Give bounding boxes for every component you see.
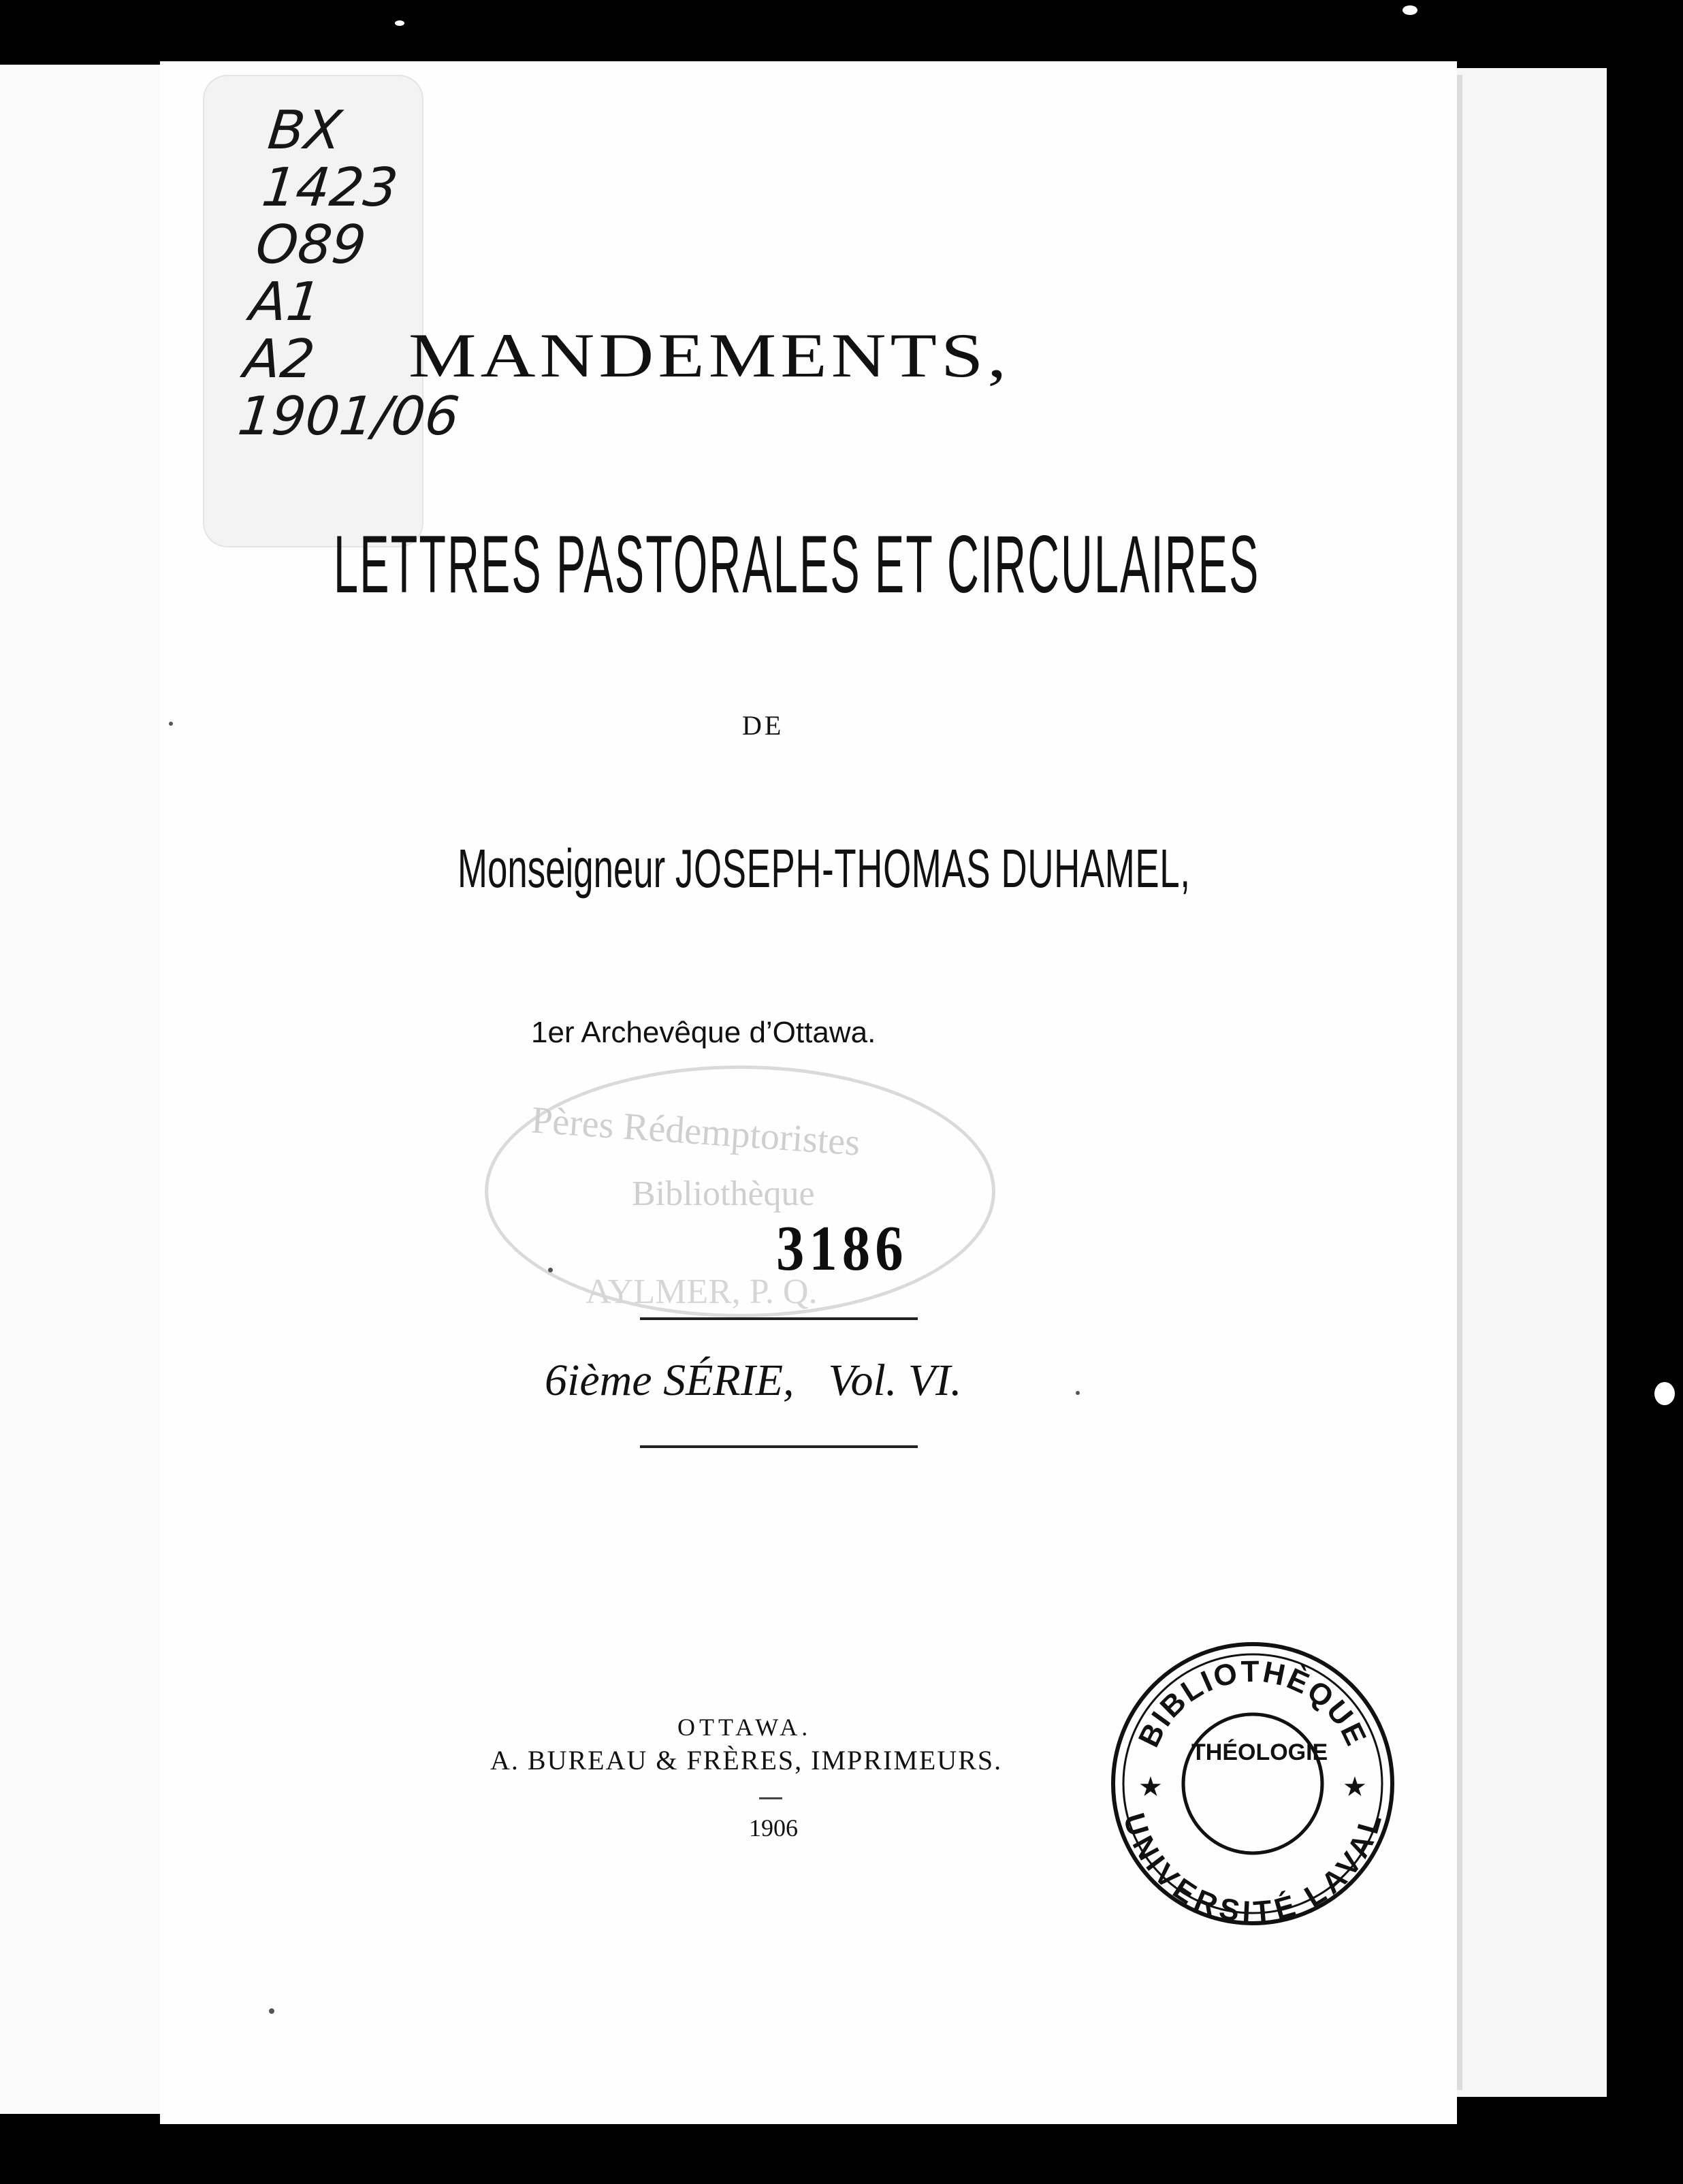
stamp-top-arc-text: BIBLIOTHÈQUE (1132, 1654, 1374, 1752)
previous-page-strip (0, 65, 161, 2114)
imprint-printer: A. BUREAU & FRÈRES, IMPRIMEURS. (490, 1745, 1003, 1776)
star-icon: ★ (1138, 1771, 1163, 1803)
stamp-center-text: THÉOLOGIE (1191, 1739, 1328, 1765)
call-number-line: A1 (246, 272, 324, 333)
author-line (458, 837, 1191, 900)
library-stamp-seal (1103, 1634, 1402, 1933)
imprint-city: OTTAWA. (677, 1714, 812, 1741)
preposition-de: DE (742, 710, 784, 741)
divider-rule (640, 1445, 918, 1448)
scan-speck (269, 2008, 274, 2014)
call-number-line: BX (265, 100, 344, 161)
accession-number: 3186 (776, 1213, 908, 1284)
faint-stamp-top-text: Pères Rédemptoristes (530, 1099, 862, 1164)
scan-speck (169, 722, 173, 726)
author-name: JOSEPH-THOMAS DUHAMEL, (675, 838, 1191, 899)
star-icon: ★ (1343, 1771, 1367, 1803)
svg-text:BIBLIOTHÈQUE (1132, 1655, 1373, 1752)
divider-rule (640, 1317, 918, 1320)
stamp-bottom-arc-text: UNIVERSITÉ LAVAL (1117, 1809, 1389, 1929)
call-number-line: 1423 (259, 157, 401, 219)
series-volume-line (545, 1355, 962, 1407)
call-number-line: O89 (253, 214, 369, 276)
series-label: 6ième SÉRIE, (545, 1355, 795, 1405)
title-subtitle: LETTRES PASTORALES ET CIRCULAIRES (334, 519, 1260, 610)
volume-label: Vol. VI. (828, 1355, 962, 1405)
author-honorific: Monseigneur (458, 838, 666, 899)
scan-speck (395, 20, 404, 26)
scan-speck (1402, 5, 1417, 15)
title-main: MANDEMENTS, (408, 321, 1011, 391)
svg-text:UNIVERSITÉ LAVAL (1117, 1810, 1388, 1929)
call-number-line: 1901/06 (235, 386, 462, 447)
scan-speck (548, 1268, 553, 1272)
call-number-line: A2 (241, 329, 318, 390)
imprint-year: 1906 (749, 1814, 798, 1842)
imprint-dash (759, 1797, 782, 1799)
call-number (235, 100, 462, 447)
faint-stamp-middle-text: Bibliothèque (632, 1174, 815, 1213)
author-title: 1er Archevêque d’Ottawa. (531, 1016, 876, 1049)
scan-speck (1076, 1391, 1080, 1395)
scan-speck (1654, 1382, 1675, 1405)
faint-stamp-bottom-text: AYLMER, P. Q. (586, 1272, 818, 1311)
page-fold-line (1457, 75, 1462, 2090)
